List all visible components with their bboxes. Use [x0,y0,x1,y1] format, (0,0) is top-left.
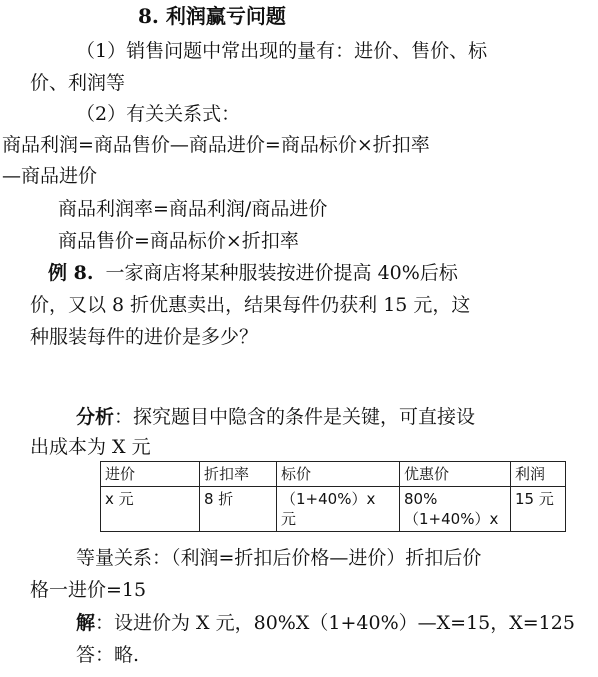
p2: （2）有关关系式： [76,103,241,125]
formula1-line2: —商品进价 [2,165,98,187]
table-cell [400,487,511,532]
formula3: 商品售价=商品标价×折扣率 [58,230,299,252]
table-cell: 15 元 [511,487,566,532]
table-cell-line: 元 [281,510,297,528]
formula2: 商品利润率=商品利润/商品进价 [58,198,328,220]
analysis-line1 [76,405,475,429]
analysis-label: 分析 [76,406,115,428]
table-header: 标价 [277,462,400,487]
table-header: 优惠价 [400,462,511,487]
price-table [100,461,566,532]
table-header-row [101,462,566,487]
table-row [101,487,566,532]
answer: 答：略. [76,644,140,666]
example-line2: 价，又以 8 折优惠卖出，结果每件仍获利 15 元，这 [30,294,471,316]
analysis-text-1: ：探究题目中隐含的条件是关键，可直接设 [114,406,476,428]
equation-line2: 格一进价=15 [30,579,147,601]
p1-line2: 价、利润等 [30,72,126,94]
example-line1 [48,261,458,285]
table-header: 进价 [101,462,200,487]
table-cell-line: 80% [404,490,438,508]
example-label: 例 8. [48,262,94,284]
solution-line [76,611,575,635]
heading: 8. 利润赢亏问题 [138,4,286,28]
table-cell: x 元 [101,487,200,532]
formula1-line1: 商品利润=商品售价—商品进价=商品标价×折扣率 [2,134,430,156]
solution-label: 解 [76,612,96,634]
equation-line1: 等量关系：（利润=折扣后价格—进价）折扣后价 [76,547,482,569]
table-cell-line: （1+40%）x [281,490,376,508]
table-cell-line: （1+40%）x [404,510,499,528]
table-cell [277,487,400,532]
solution-text: ：设进价为 X 元，80%X（1+40%）—X=15，X=125 [95,612,575,634]
table-header: 利润 [511,462,566,487]
table-header: 折扣率 [200,462,277,487]
example-line3: 种服装每件的进价是多少？ [30,326,259,348]
analysis-line2: 出成本为 X 元 [30,436,151,458]
table-cell: 8 折 [200,487,277,532]
p1-line1: （1）销售问题中常出现的量有：进价、售价、标 [76,40,488,62]
example-text-1: 一家商店将某种服装按进价提高 40%后标 [105,262,458,284]
